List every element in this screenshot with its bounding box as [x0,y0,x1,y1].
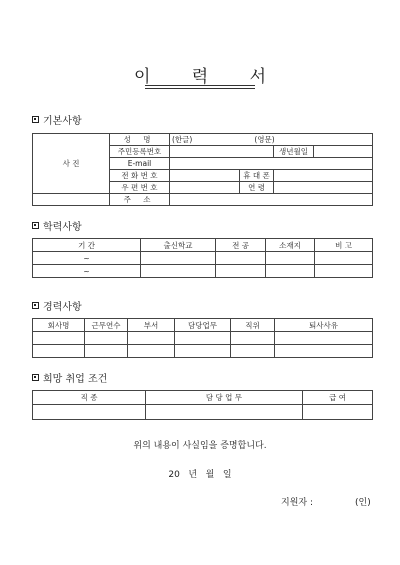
resident-id-field[interactable] [170,146,274,158]
phone-label: 전 화 번 호 [110,170,170,182]
section-desired [32,370,107,385]
basic-info-table [32,133,373,206]
col-duty: 담 당 업 무 [146,391,303,405]
table-row [33,405,373,420]
email-field[interactable] [170,158,373,170]
address-field[interactable] [170,194,373,206]
address-label: 주 소 [110,194,170,206]
title-underline [145,88,255,89]
col-note: 비 고 [315,239,373,252]
table-row [33,252,373,265]
col-reason: 퇴사사유 [275,319,373,332]
desired-table [32,390,373,420]
col-location: 소재지 [266,239,315,252]
name-label: 성 명 [110,134,170,146]
table-row [33,265,373,278]
col-position: 직위 [231,319,275,332]
title-underline [145,85,255,86]
mobile-field[interactable] [274,170,373,182]
name-field[interactable]: (한글) (영문) [170,134,373,146]
photo-box[interactable]: 사 진 [33,134,110,194]
section-title: 희망 취업 조건 [43,374,108,385]
table-row [33,345,373,358]
date-line: 20 년 월 일 [168,470,232,480]
mobile-label: 휴 대 폰 [240,170,274,182]
zip-field[interactable] [170,182,240,194]
document-title: 이 력 서 [133,67,285,87]
col-school: 출신학교 [141,239,216,252]
col-job-type: 직 종 [33,391,146,405]
career-table [32,318,373,358]
birth-field[interactable] [314,146,373,158]
col-period: 기 간 [33,239,141,252]
table-row [33,332,373,345]
resident-id-label: 주민등록번호 [110,146,170,158]
section-basic [32,112,82,127]
col-dept: 부서 [128,319,175,332]
email-label: E-mail [110,158,170,170]
certify-text: 위의 내용이 사실임을 증명합니다. [133,441,267,451]
education-table [32,238,373,278]
section-education [32,218,82,233]
seal-mark: (인) [355,498,371,508]
applicant-label: 지원자 : [281,498,313,508]
checkbox-bullet-icon [32,116,39,123]
section-title: 기본사항 [43,116,82,127]
period-cell[interactable]: ~ [33,265,141,278]
birth-label: 생년월일 [274,146,314,158]
age-field[interactable] [274,182,373,194]
section-career [32,298,82,313]
col-years: 근무연수 [85,319,128,332]
checkbox-bullet-icon [32,222,39,229]
col-duty: 담당업무 [175,319,231,332]
checkbox-bullet-icon [32,302,39,309]
section-title: 학력사항 [43,222,82,233]
checkbox-bullet-icon [32,374,39,381]
zip-label: 우 편 번 호 [110,182,170,194]
col-company: 회사명 [33,319,85,332]
phone-field[interactable] [170,170,240,182]
col-salary: 급 여 [303,391,373,405]
col-major: 전 공 [216,239,266,252]
period-cell[interactable]: ~ [33,252,141,265]
section-title: 경력사항 [43,302,82,313]
age-label: 연 령 [240,182,274,194]
